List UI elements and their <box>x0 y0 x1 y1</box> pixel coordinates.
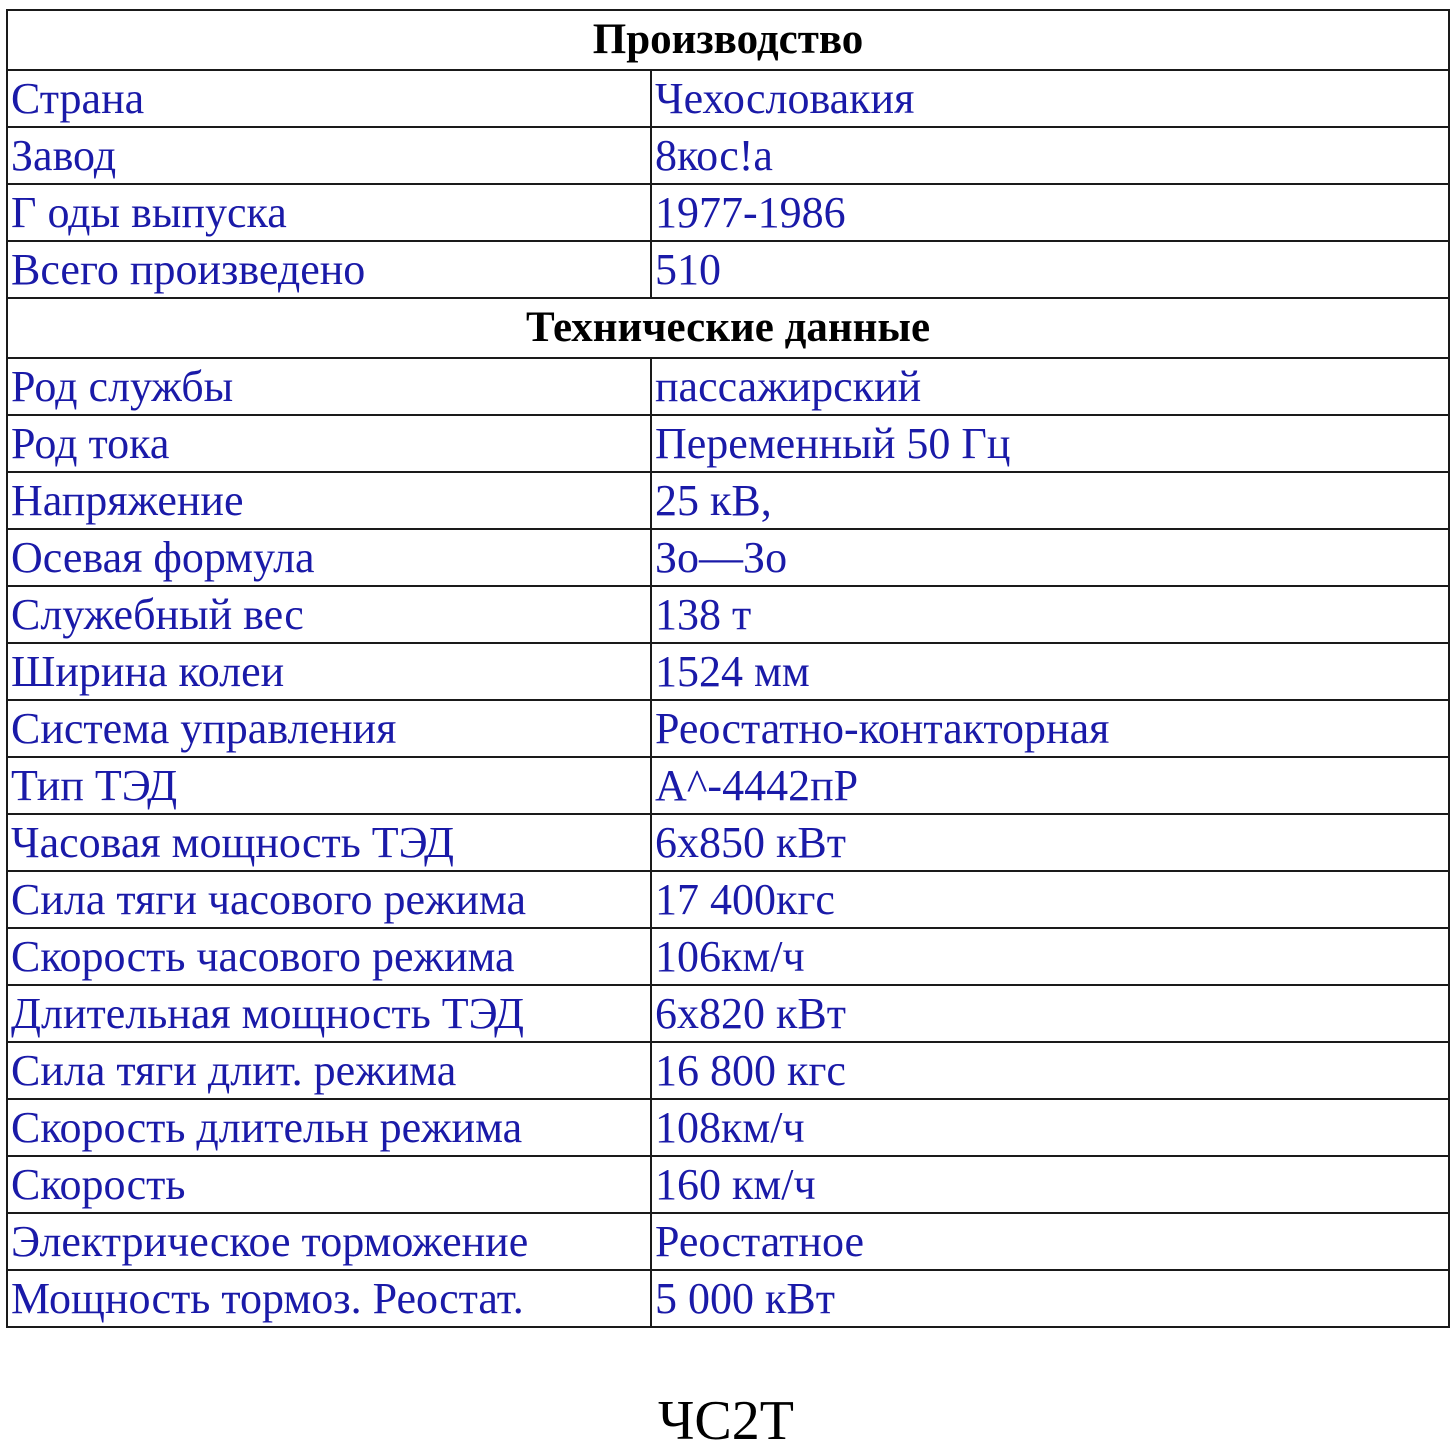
row-value: 25 кВ, <box>651 472 1449 529</box>
row-label: Служебный вес <box>7 586 651 643</box>
row-value: 138 т <box>651 586 1449 643</box>
row-value: А^-4442пР <box>651 757 1449 814</box>
row-value: Зо—Зо <box>651 529 1449 586</box>
row-label: Сила тяги длит. режима <box>7 1042 651 1099</box>
table-row <box>7 1156 1449 1213</box>
row-label: Завод <box>7 127 651 184</box>
spec-table <box>6 9 1450 1328</box>
row-value: 106км/ч <box>651 928 1449 985</box>
row-value: Переменный 50 Гц <box>651 415 1449 472</box>
row-value: 510 <box>651 241 1449 298</box>
table-row <box>7 814 1449 871</box>
section-header-row <box>7 10 1449 70</box>
row-value: 17 400кгс <box>651 871 1449 928</box>
table-row <box>7 472 1449 529</box>
row-value: 6х850 кВт <box>651 814 1449 871</box>
row-value: 16 800 кгс <box>651 1042 1449 1099</box>
caption: ЧС2Т <box>658 1390 794 1452</box>
row-label: Напряжение <box>7 472 651 529</box>
row-value: 6х820 кВт <box>651 985 1449 1042</box>
row-value: 1977-1986 <box>651 184 1449 241</box>
table-row <box>7 985 1449 1042</box>
table-row <box>7 643 1449 700</box>
row-value: 108км/ч <box>651 1099 1449 1156</box>
row-label: Скорость <box>7 1156 651 1213</box>
row-label: Тип ТЭД <box>7 757 651 814</box>
table-row <box>7 1099 1449 1156</box>
row-label: Страна <box>7 70 651 127</box>
table-row <box>7 184 1449 241</box>
row-value: пассажирский <box>651 358 1449 415</box>
row-label: Скорость часового режима <box>7 928 651 985</box>
table-row <box>7 70 1449 127</box>
row-value: 1524 мм <box>651 643 1449 700</box>
section-header-row <box>7 298 1449 358</box>
table-row <box>7 928 1449 985</box>
table-row <box>7 1213 1449 1270</box>
table-row <box>7 1042 1449 1099</box>
row-value: 5 000 кВт <box>651 1270 1449 1327</box>
section-title-technical: Технические данные <box>7 298 1449 358</box>
row-value: 8кос!а <box>651 127 1449 184</box>
row-label: Часовая мощность ТЭД <box>7 814 651 871</box>
row-label: Система управления <box>7 700 651 757</box>
row-label: Сила тяги часового режима <box>7 871 651 928</box>
table-row <box>7 415 1449 472</box>
table-row <box>7 1270 1449 1327</box>
table-row <box>7 700 1449 757</box>
row-label: Ширина колеи <box>7 643 651 700</box>
row-label: Скорость длительн режима <box>7 1099 651 1156</box>
table-row <box>7 358 1449 415</box>
row-label: Род службы <box>7 358 651 415</box>
row-label: Г оды выпуска <box>7 184 651 241</box>
section-title-production: Производство <box>7 10 1449 70</box>
table-row <box>7 241 1449 298</box>
row-value: Чехословакия <box>651 70 1449 127</box>
table-row <box>7 871 1449 928</box>
row-label: Род тока <box>7 415 651 472</box>
row-label: Мощность тормоз. Реостат. <box>7 1270 651 1327</box>
row-label: Осевая формула <box>7 529 651 586</box>
row-value: 160 км/ч <box>651 1156 1449 1213</box>
row-value: Реостатное <box>651 1213 1449 1270</box>
table-row <box>7 529 1449 586</box>
row-label: Длительная мощность ТЭД <box>7 985 651 1042</box>
row-label: Электрическое торможение <box>7 1213 651 1270</box>
row-label: Всего произведено <box>7 241 651 298</box>
row-value: Реостатно-контакторная <box>651 700 1449 757</box>
table-row <box>7 586 1449 643</box>
table-row <box>7 127 1449 184</box>
table-row <box>7 757 1449 814</box>
